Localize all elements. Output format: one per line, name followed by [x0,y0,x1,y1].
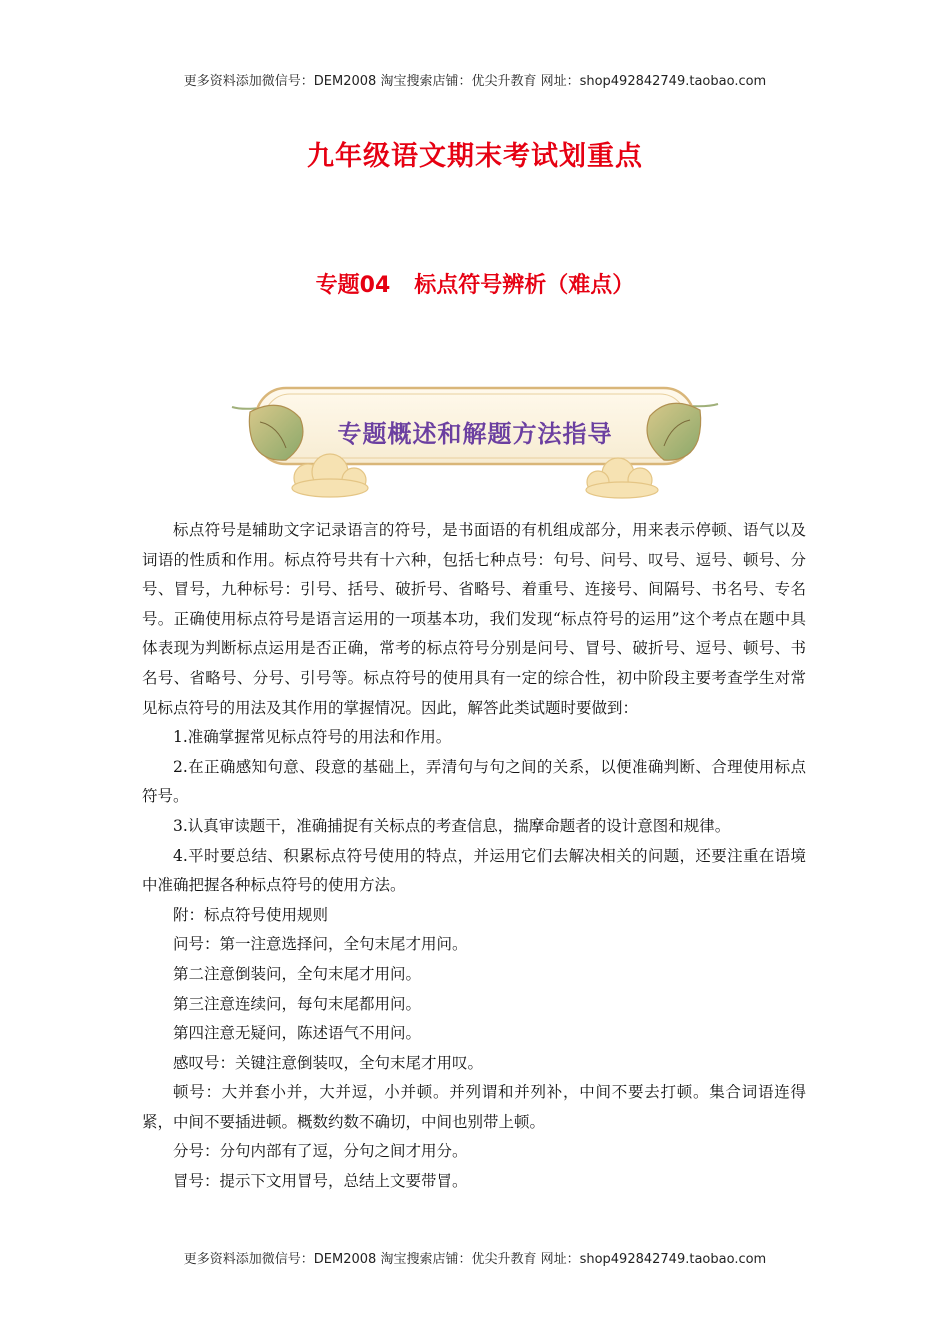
rule-line: 顿号：大并套小并，大并逗，小并顿。并列谓和并列补，中间不要去打顿。集合词语连得紧，中间不要插进顿。概数约数不确切，中间也别带上顿。 [142,1083,806,1131]
banner-title: 专题概述和解题方法指导 [337,420,613,448]
rule-line: 问号：第一注意选择问，全句末尾才用问。 [173,935,468,954]
topic-name: 标点符号辨析（难点） [414,273,635,298]
method-item: 1.准确掌握常见标点符号的用法和作用。 [173,728,452,747]
appendix-heading: 附：标点符号使用规则 [173,905,329,924]
rule-line: 第二注意倒装问，全句末尾才用问。 [173,964,422,983]
method-item: 4.平时要总结、积累标点符号使用的特点，并运用它们去解决相关的问题，还要注重在语境中准确把握各种标点符号的使用方法。 [142,846,806,895]
intro-paragraph: 标点符号是辅助文字记录语言的符号，是书面语的有机组成部分，用来表示停顿、语气以及词语的性质和作用。标点符号共有十六种，包括七种点号：句号、问号、叹号、逗号、顿号、分号、冒号，九种标号：引号、括号、破折号、省略号、着重号、连接号、间隔号、书名号、专名号。正确使用标点符号是语言运用的一项基本功，我们发现“标点符号的运用”这个考点在题中具体表现为判断标点运用是否正确，常考的标点符号分别是问号、冒号、破折号、逗号、顿号、书名号、省略号、分号、引号等。标点符号的使用具有一定的综合性，初中阶段主要考查学生对常见标点符号的用法及其作用的掌握情况。因此，解答此类试题时要做到： [142,521,806,717]
method-item: 2.在正确感知句意、段意的基础上，弄清句与句之间的关系，以便准确判断、合理使用标点符号。 [142,757,806,806]
method-item: 3.认真审读题干，准确捕捉有关标点的考查信息，揣摩命题者的设计意图和规律。 [173,816,731,835]
rule-line: 冒号：提示下文用冒号，总结上文要带冒。 [173,1172,468,1191]
rule-line: 分号：分句内部有了逗，分句之间才用分。 [173,1142,468,1161]
body-text [142,516,806,1197]
document-title: 九年级语文期末考试划重点 [307,141,643,172]
topic-subtitle [0,268,950,299]
page-header: 更多资料添加微信号：DEM2008 淘宝搜索店铺：优尖升教育 网址：shop492842749.taobao.com [183,74,767,89]
rule-line: 第三注意连续问，每句末尾都用问。 [173,994,422,1013]
rule-line: 第四注意无疑问，陈述语气不用问。 [173,1024,422,1043]
rule-line: 感叹号：关键注意倒装叹，全句末尾才用叹。 [173,1053,484,1072]
page-footer: 更多资料添加微信号：DEM2008 淘宝搜索店铺：优尖升教育 网址：shop492842749.taobao.com [183,1252,767,1267]
topic-number: 专题04 [315,273,391,298]
